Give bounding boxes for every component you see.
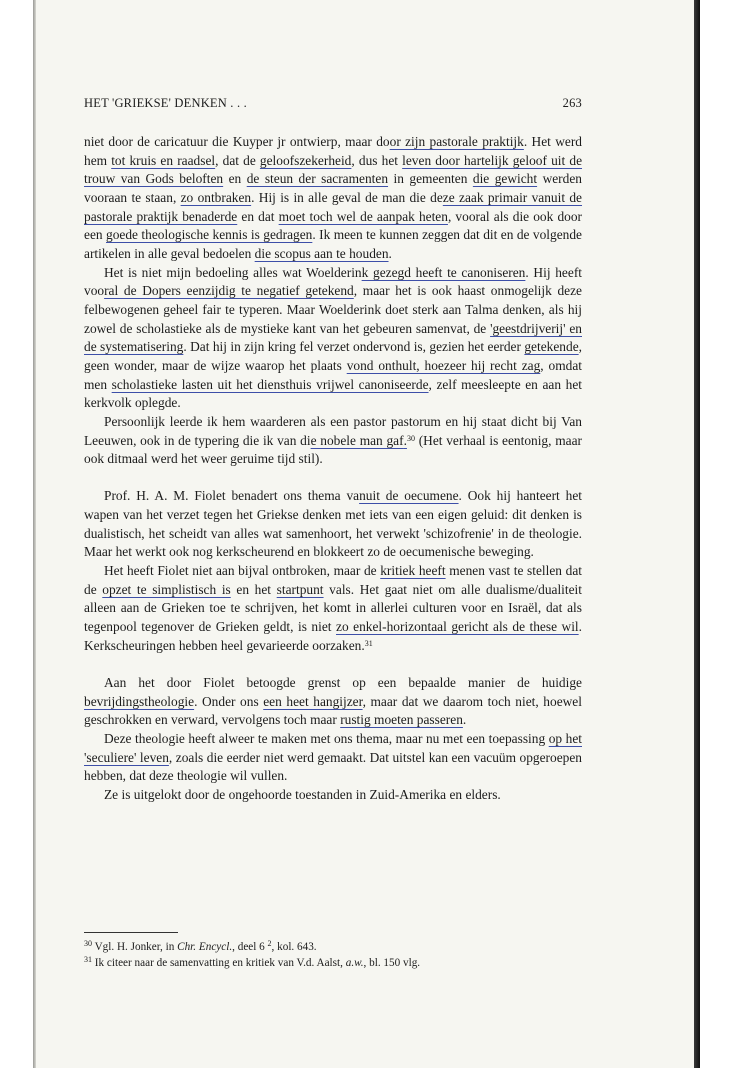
text-run: , vooral als die ook door een: [84, 208, 582, 243]
text-run: Persoonlijk leerde ik hem waarderen als een pastor pastorum en hij staat dicht bij Van Leeuwen, ook in de typering die ik van di: [84, 413, 582, 448]
underlined-text: 'geestdrijverij' en de systematisering: [84, 320, 582, 355]
underlined-text: scholastieke lasten uit het diensthuis vrijwel canoniseerde: [111, 376, 429, 392]
text-run: , deel 6: [232, 941, 268, 953]
text-run: , zelf meesleepte en aan het kerkvolk oplegde.: [84, 376, 583, 411]
underlined-text: nuit de oecumene: [359, 488, 459, 504]
underlined-text: zo enkel-horizontaal gericht als de these wil: [336, 619, 579, 634]
text-run: . Hij is in alle geval de man die de: [251, 189, 443, 205]
underlined-text: ral de Dopers eenzijdig te negatief getekend: [104, 283, 354, 299]
underlined-text: die gewicht: [472, 171, 538, 187]
paragraph: [84, 562, 582, 655]
footnote: [84, 940, 582, 956]
text-run: . Ook hij hanteert het wapen van het verzet tegen het Griekse denken met iets van een eigen geluid: dit denken is dualistisch, het scheidt van alles wat samenhoort, het verwekt 'schizofrenie' in de theologie. Maar het werkt ook nog kerkscheurend en blokkeert zo de oecumenische beweging.: [84, 488, 582, 560]
paragraph: [84, 487, 582, 562]
scan-right-edge: [694, 0, 700, 1068]
text-run: , zoals die eerder niet werd gemaakt. Dat uitstel kan een vacuüm opgeroepen hebben, dat deze theologie wil vullen.: [84, 749, 582, 784]
underlined-text: geloofszekerheid: [259, 152, 352, 168]
underlined-text: .: [403, 432, 407, 448]
text-run: Vgl. H. Jonker, in: [92, 941, 178, 953]
footnote: [84, 956, 582, 972]
paragraph: [84, 413, 582, 469]
text-run: , omdat men: [84, 357, 582, 392]
text-run: , maar het is ook haast onmogelijk deze felbewogenen geheel fair te typeren. Maar Woelderink doet sterk aan Talma denken, als hij zowel de scholastieke als de mystieke kant van het gebeuren samenvat, de: [84, 283, 582, 336]
footnote-marker: 2: [267, 939, 272, 948]
text-run: Aan het door Fiolet betoogde grenst op een bepaalde manier de huidige: [104, 674, 582, 690]
text-run: , dat de: [215, 152, 260, 168]
text-run: Ik citeer naar de samenvatting en kritiek van V.d. Aalst,: [92, 956, 346, 969]
underlined-text: tot kruis en raadsel: [111, 152, 216, 168]
text-run: . Het werd hem: [84, 134, 582, 168]
text-run: vals. Het gaat niet om alle dualisme/dualiteit alleen aan de Grieken toe te schrijven, het komt in allerlei culturen voor en Israël, dat als tegenpool tegenover de Grieken geldt, is niet: [84, 581, 582, 634]
text-run: niet door de caricatuur die Kuyper jr ontwierp, maar do: [84, 134, 390, 149]
text-run: in gemeenten: [388, 171, 473, 187]
footnote-rule: [84, 932, 178, 933]
text-run: Het is niet mijn bedoeling alles wat Woelderin: [104, 264, 362, 280]
text-run: werden vooraan te staan,: [84, 171, 582, 205]
underlined-text: vond onthult, hoezeer hij recht zag: [346, 357, 541, 373]
text-run: en: [223, 171, 247, 187]
body-text: [84, 133, 582, 805]
underlined-text: die scopus aan te houden: [254, 245, 389, 261]
text-run: Deze theologie heeft alweer te maken met ons thema, maar nu met een toepassing: [104, 730, 549, 746]
text-run: Ze is uitgelokt door de ongehoorde toestanden in Zuid-Amerika en elders.: [104, 786, 501, 802]
underlined-text: leven door hartelijk geloof uit de trouw van Gods beloften: [84, 152, 583, 187]
underlined-text: goede theologische kennis is gedragen: [106, 227, 313, 243]
footnotes: [84, 940, 582, 972]
text-run: . Onder ons: [194, 693, 264, 709]
underlined-text: e nobele man gaf: [310, 432, 404, 448]
text-run: .: [388, 245, 392, 261]
text-run: a.w.: [345, 956, 364, 969]
underlined-text: op het 'seculiere' leven: [84, 730, 582, 765]
underlined-text: getekende: [524, 339, 579, 355]
underlined-text: bevrijdingstheologie: [84, 693, 195, 709]
text-run: en dat: [237, 208, 279, 224]
underlined-text: opzet te simplistisch is: [102, 581, 231, 597]
underlined-text: zo ontbraken: [180, 189, 252, 205]
text-run: Prof. H. A. M. Fiolet benadert ons thema va: [104, 488, 360, 504]
text-run: .: [462, 712, 467, 728]
text-run: Het heeft Fiolet niet aan bijval ontbroken, maar de: [104, 563, 381, 579]
footnote-marker: 30: [84, 939, 92, 948]
running-title: HET 'GRIEKSE' DENKEN . . .: [84, 96, 247, 110]
paragraph: [84, 264, 582, 413]
underlined-text: een heet hangijzer: [263, 693, 363, 709]
underlined-text: rustig moeten passeren: [340, 712, 463, 728]
underlined-text: moet toch wel de aanpak heten: [278, 208, 448, 224]
paragraph: [84, 786, 582, 805]
underlined-text: k gezegd heeft te canoniseren: [361, 264, 526, 280]
underlined-text: startpunt: [276, 581, 324, 597]
underlined-text: ze zaak primair vanuit de pastorale praktijk benaderde: [84, 189, 583, 224]
text-run: , geen wonder, maar de wijze waarop het plaats: [84, 339, 582, 373]
text-run: . Hij heeft voo: [84, 264, 582, 299]
footnote-marker: 30: [406, 433, 415, 443]
text-run: . Kerkscheuringen hebben heel gevarieerde oorzaken.: [84, 619, 582, 653]
text-run: Chr. Encycl.: [177, 941, 233, 953]
paragraph: [84, 133, 582, 264]
underlined-text: kritiek heeft: [380, 563, 446, 579]
paragraph: [84, 730, 582, 786]
text-run: . Ik meen te kunnen zeggen dat dit en de volgende artikelen in alle geval bedoelen: [84, 227, 582, 261]
text-run: (Het verhaal is eentonig, maar ook ditmaal werd het weer geruime tijd stil).: [84, 432, 582, 467]
paragraph: [84, 674, 582, 730]
text-run: , kol. 643.: [271, 941, 317, 953]
page-number: 263: [562, 96, 582, 110]
underlined-text: de steun der sacramenten: [246, 171, 389, 187]
text-run: , dus het: [351, 152, 403, 168]
footnote-marker: 31: [84, 954, 92, 964]
text-run: . Dat hij in zijn kring fel verzet ondervond is, gezien het eerder: [183, 339, 525, 355]
text-run: menen vast te stellen dat de: [84, 563, 582, 597]
underlined-text: or zijn pastorale praktijk: [389, 134, 524, 149]
text-run: , bl. 150 vlg.: [363, 956, 421, 969]
text-run: , maar dat we daarom toch niet, hoewel geschrokken en verward, vervolgens toch maar: [84, 693, 582, 728]
text-run: en het: [230, 581, 277, 597]
footnote-marker: 31: [364, 638, 373, 648]
